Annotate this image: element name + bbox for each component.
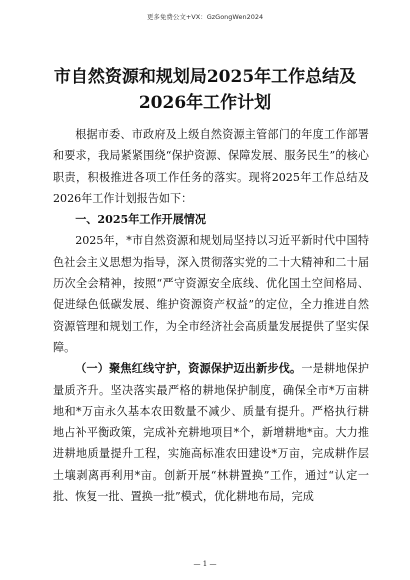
page-number: — 1 —: [193, 560, 217, 568]
intro-paragraph: 根据市委、市政府及上级自然资源主管部门的年度工作部署和要求，我局紧紧围绕“保护资源、保障发展、服务民生”的核心职责，积极推进各项工作任务的落实。现将2025年工作总结及2026年工作计划报告如下：: [53, 128, 369, 205]
document-title: [40, 64, 370, 116]
page-header: 更多免费公文+VX：GzGongWen2024: [146, 13, 264, 21]
title-line-1: 市自然资源和规划局2025年工作总结及: [53, 67, 357, 87]
subsection-lead: （一）聚焦红线守护，资源保护迈出新步伐。: [75, 362, 302, 376]
section-heading: 一、2025年工作开展情况: [75, 213, 206, 227]
subsection-paragraph: [53, 358, 369, 507]
section-paragraph: 2025年，*市自然资源和规划局坚持以习近平新时代中国特色社会主义思想为指导，深入贯彻落实党的二十大精神和二十届历次全会精神，按照“严守资源安全底线、优化国土空间格局、促进绿色低碳发展、维护资源资产权益”的定位，全力推进自然资源管理和规划工作，为全市经济社会高质量发展提供了坚实保障。: [53, 234, 369, 354]
subsection-text: 一是耕地保护量质齐升。坚决落实最严格的耕地保护制度，确保全市*万亩耕地和*万亩永久基本农田数量不减少、质量有提升。严格执行耕地占补平衡政策，完成补充耕地项目*个，新增耕地*亩。大力推进耕地质量提升工程，实施高标准农田建设*万亩，完成耕作层土壤剥离再利用*亩。创新开展“林耕置换”工作，通过“认定一批、恢复一批、置换一批”模式，优化耕地布局，完成: [53, 362, 369, 504]
title-line-2: 2026年工作计划: [138, 93, 272, 113]
document-body: [53, 124, 369, 507]
